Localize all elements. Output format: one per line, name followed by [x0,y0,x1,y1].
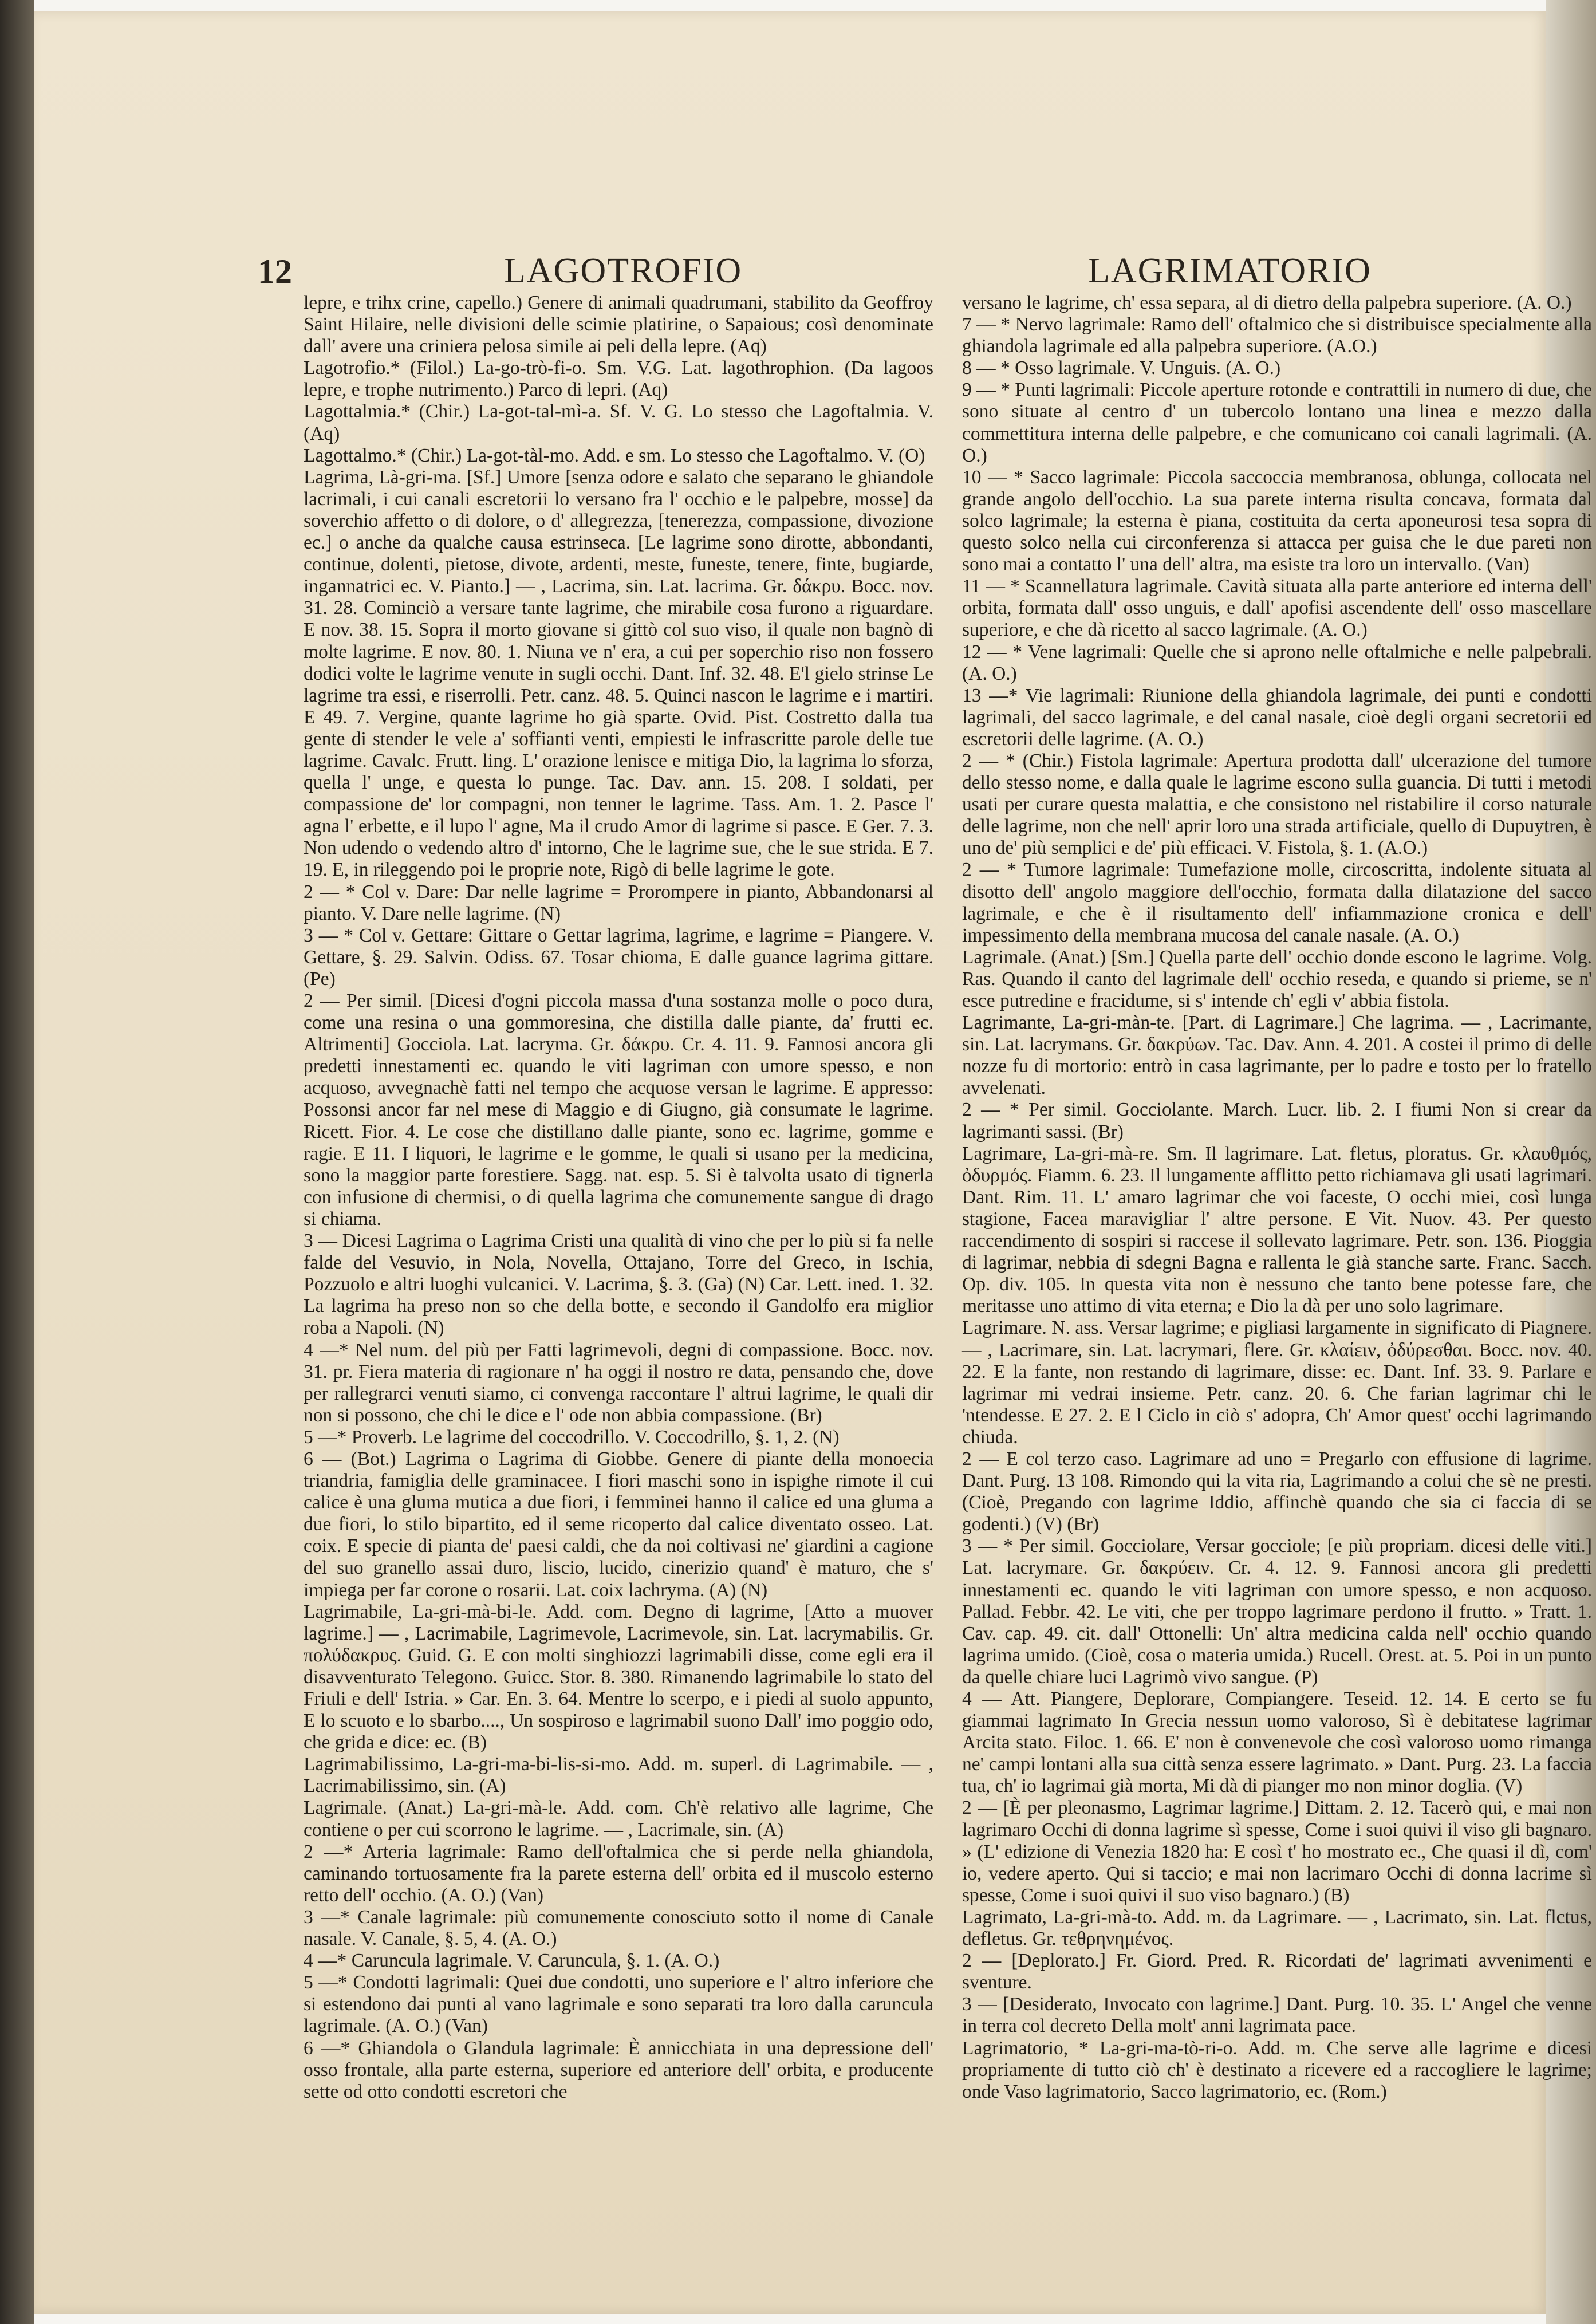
dictionary-entry: Lagottalmo.* (Chir.) La-got-tàl-mo. Add. e sm. Lo stesso che Lagoftalmo. V. (O) [304,444,925,466]
dictionary-entry: 2 — [Deplorato.] Fr. Giord. Pred. R. Ricordati de' lagrimati avvenimenti e sventure. [962,1950,1592,1994]
dictionary-entry: Lagrimare, La-gri-mà-re. Sm. Il lagrimare. Lat. fletus, ploratus. Gr. κλαυθμός, ὀδυρμός. Fiamm. 6. 23. Il lungamente afflitto petto richiamava gli usati lagrimari. Dant. Rim. 11. L' amaro lagrimar che voi faceste, O occhi miei, così lunga stagione, Facea maravigliar l' altre persone. E Vit. Nuov. 43. Per questo raccendimento di sospiri si raccese il sollevato lagrimare. Petr. son. 136. Pioggia di lagrimar, nebbia di sdegni Bagna e rallenta le già stanche sarte. Franc. Sacch. Op. div. 105. In questa vita non è nessuno che tanto bene potesse fare, che meritasse uno attimo di vita eterna; e Dio la dà per uno solo lagrimare. [962,1143,1592,1317]
dictionary-entry: 10 — * Sacco lagrimale: Piccola saccoccia membranosa, oblunga, collocata nel grande angolo dell'occhio. La sua parete interna risulta concava, formata dal solco lagrimale; la esterna è piana, costituita da certa aponeurosi tesa sopra di questo solco nella cui circonferenza si attacca per guisa che le due pareti non sono mai a contatto l' una dell' altra, ma esiste tra loro un intervallo. (Van) [962,466,1592,576]
dictionary-entry: 7 — * Nervo lagrimale: Ramo dell' oftalmico che si distribuisce specialmente alla ghiandola lagrimale ed alla palpebra superiore. (A.O.) [962,314,1592,357]
dictionary-entry: Lagrimatorio, * La-gri-ma-tò-ri-o. Add. m. Che serve alle lagrime e dicesi propriamente di tutto ciò ch' è destinato a ricevere ed a raccogliere le lagrime; onde Vaso lagrimatorio, Sacco lagrimatorio, ec. (Rom.) [962,2037,1592,2102]
running-header-left: LAGOTROFIO [504,251,743,290]
left-column [304,292,933,2239]
dictionary-entry: 12 — * Vene lagrimali: Quelle che si aprono nelle oftalmiche e nelle palpebrali. (A. O.) [962,641,1592,684]
dictionary-entry: versano le lagrime, ch' essa separa, al di dietro della palpebra superiore. (A. O.) [962,292,1572,313]
dictionary-entry: 9 — * Punti lagrimali: Piccole aperture rotonde e contrattili in numero di due, che sono situate al centro d' un tubercolo lontano una linea e mezzo dalla commettitura interna delle palpebre, e che comunicano coi canali lagrimali. (A. O.) [962,379,1592,466]
dictionary-entry: 5 —* Condotti lagrimali: Quei due condotti, uno superiore e l' altro inferiore che si estendono dai punti al vano lagrimale e sono separati tra loro dalla caruncula lagrimale. (A. O.) (Van) [304,1972,933,2037]
dictionary-entry: Lagrimare. N. ass. Versar lagrime; e pigliasi largamente in significato di Piagnere. — , Lacrimare, sin. Lat. lacrymari, flere. Gr. κλαίειν, ὀδύρεσθαι. Bocc. nov. 40. 22. E la fante, non restando di lagrimare, disse: ec. Dant. Inf. 33. 9. Parlare e lagrimar mi vedrai insieme. Petr. canz. 20. 6. Che farian lagrimar chi le 'ntendesse. E 27. 2. E l Ciclo in ciò s' adopra, Ch' Amor quest' occhi lagrimando chiuda. [962,1317,1592,1448]
dictionary-entry: 6 —* Ghiandola o Glandula lagrimale: È annicchiata in una depressione dell' osso frontale, alla parte esterna, superiore ed anteriore dell' orbita, e producente sette od otto condotti escretori che [304,2037,933,2102]
dictionary-entry: Lagrimale. (Anat.) [Sm.] Quella parte dell' occhio donde escono le lagrime. Volg. Ras. Quando il canto del lagrimale dell' occhio reseda, e quando si prieme, se n' esce putredine e fracidume, si s' intende ch' egli v' abbia fistola. [962,946,1592,1011]
scan-left-edge [0,0,34,2324]
dictionary-entry: 2 — [È per pleonasmo, Lagrimar lagrime.] Dittam. 2. 12. Tacerò qui, e mai non lagrimaro Occhi di donna lagrime sì spesse, Come i suoi quivi il viso gli bagnaro. » (L' edizione di Venezia 1820 ha: E così t' ho mostrato ec., Che quasi il dì, com' io, vedere aperto. Qui si taccio; e mai non lacrimaro Occhi di donna lacrime sì spesse, Come i suoi quivi il suo viso bagnaro.) (B) [962,1797,1592,1906]
dictionary-entry: 2 —* Arteria lagrimale: Ramo dell'oftalmica che si perde nella ghiandola, caminando tortuosamente fra la parete esterna dell' orbita ed il muscolo esterno retto dell' occhio. (A. O.) (Van) [304,1841,933,1906]
dictionary-entry: Lagrimabile, La-gri-mà-bi-le. Add. com. Degno di lagrime, [Atto a muover lagrime.] — , Lacrimabile, Lagrimevole, Lacrimevole, sin. Lat. lacrymabilis. Gr. πολύδακρυς. Guid. G. E con molti singhiozzi lagrimabili disse, come egli era il disavventurato Telegono. Guicc. Stor. 8. 380. Rimanendo lagrimabile lo stato del Friuli e dell' Istria. » Car. En. 3. 64. Mentre lo scerpo, e i piedi al suolo appunto, E lo scuoto e lo sbarbo...., Un sospiroso e lagrimabil suono Dall' imo poggio odo, che grida e dice: ec. (B) [304,1601,933,1754]
dictionary-entry: 4 — Att. Piangere, Deplorare, Compiangere. Teseid. 12. 14. E certo se fu giammai lagrimato In Grecia nessun uomo valoroso, Sì è debitatese lagrimar Arcita stato. Filoc. 1. 66. E' non è convenevole che così valoroso uomo rimanga ne' campi lontani alla sua città senza essere lagrimato. » Dant. Purg. 23. La faccia tua, ch' io lagrimai già morta, Mi dà di pianger mo non minor doglia. (V) [962,1688,1592,1797]
dictionary-entry: 8 — * Osso lagrimale. V. Unguis. (A. O.) [962,357,1281,379]
dictionary-entry: 3 — [Desiderato, Invocato con lagrime.] Dant. Purg. 10. 35. L' Angel che venne in terra col decreto Della molt' anni lagrimata pace. [962,1994,1592,2037]
dictionary-entry: 3 — * Col v. Gettare: Gittare o Gettar lagrima, lagrime, e lagrime = Piangere. V. Gettare, §. 29. Salvin. Odiss. 67. Tosar chioma, E dalle guance lagrima gittare. (Pe) [304,924,933,990]
dictionary-entry: 2 — E col terzo caso. Lagrimare ad uno = Pregarlo con effusione di lagrime. Dant. Purg. 13 108. Rimondo qui la vita ria, Lagrimando a colui che sè ne presti. (Cioè, Pregando con lagrime Iddio, affinchè quando che sia ci faccia di se godenti.) (V) (Br) [962,1448,1592,1535]
dictionary-entry: 2 — Per simil. [Dicesi d'ogni piccola massa d'una sostanza molle o poco dura, come una resina o una gommoresina, che distilla dalle piante, da' frutti ec. Altrimenti] Gocciola. Lat. lacryma. Gr. δάκρυ. Cr. 4. 11. 9. Fannosi ancora gli predetti innestamenti ec. quando le viti lagriman con umore spesso, e non acquoso, avvegnachè fatti nel tempo che acquose versan le lagrime. E appresso: Possonsi ancor far nel mese di Maggio e di Giugno, già consumate le lagrime. Ricett. Fior. 4. Le cose che distillano dalle piante, sono ec. lagrime, gomme e ragie. E 11. I liquori, le lagrime e le gomme, le quali si usano per la medicina, sono la maggior parte forestiere. Sagg. nat. esp. 5. Si è talvolta usato di tignerla con infusione di chermisi, o di quella lagrima che comunemente sangue di drago si chiama. [304,990,933,1230]
dictionary-entry: Lagrimale. (Anat.) La-gri-mà-le. Add. com. Ch'è relativo alle lagrime, Che contiene o per cui scorrono le lagrime. — , Lacrimale, sin. (A) [304,1797,933,1841]
dictionary-entry: Lagrimabilissimo, La-gri-ma-bi-lis-si-mo. Add. m. superl. di Lagrimabile. — , Lacrimabilissimo, sin. (A) [304,1754,933,1797]
dictionary-entry: 4 —* Nel num. del più per Fatti lagrimevoli, degni di compassione. Bocc. nov. 31. pr. Fiera materia di ragionare n' ha oggi il nostro re data, pensando che, dove per rallegrarci venuti siamo, ci convenga raccontare l' altrui lagrime, le quali dir non si possono, che chi le dice e l' ode non abbia compassione. (Br) [304,1339,933,1426]
dictionary-entry: Lagotrofio.* (Filol.) La-go-trò-fi-o. Sm. V.G. Lat. lagothrophion. (Da lagoos lepre, e trophe nutrimento.) Parco di lepri. (Aq) [304,357,933,401]
dictionary-entry: 6 — (Bot.) Lagrima o Lagrima di Giobbe. Genere di piante della monoecia triandria, famiglia delle graminacee. I fiori maschi sono in ispighe rimote il cui calice è una gluma mutica a due fiori, i femminei hanno il calice ed una gluma a due fiori, lo stilo bipartito, ed il seme ricoperto dal calice diventato osseo. Lat. coix. E specie di pianta de' paesi caldi, che da noi coltivasi ne' giardini a cagione del suo granello assai duro, liscio, lucido, cinerizio quand' è maturo, che s' impiega per far corone o rosarii. Lat. coix lachryma. (A) (N) [304,1448,933,1601]
dictionary-entry: 5 —* Proverb. Le lagrime del coccodrillo. V. Coccodrillo, §. 1, 2. (N) [304,1426,840,1448]
dictionary-entry: 11 — * Scannellatura lagrimale. Cavità situata alla parte anteriore ed interna dell' orbita, formata dall' osso unguis, e dall' apofisi ascendente dell' osso mascellare superiore, e che dà ricetto al sacco lagrimale. (A. O.) [962,576,1592,641]
running-header-right: LAGRIMATORIO [1088,251,1372,290]
dictionary-entry: 3 — Dicesi Lagrima o Lagrima Cristi una qualità di vino che per lo più si fa nelle falde del Vesuvio, in Nola, Novella, Ottajano, Torre del Greco, in Ischia, Pozzuolo e altri luoghi vulcanici. V. Lacrima, §. 3. (Ga) (N) Car. Lett. ined. 1. 32. La lagrima ha preso non so che della botte, e secondo il Gandolfo era miglior roba a Napoli. (N) [304,1230,933,1339]
dictionary-entry: Lagottalmia.* (Chir.) La-got-tal-mì-a. Sf. V. G. Lo stesso che Lagoftalmia. V. (Aq) [304,401,933,444]
dictionary-entry: 2 — * Per simil. Gocciolante. March. Lucr. lib. 2. I fiumi Non si crear da lagrimanti sassi. (Br) [962,1099,1592,1143]
dictionary-entry: lepre, e trihx crine, capello.) Genere di animali quadrumani, stabilito da Geoffroy Saint Hilaire, nelle divisioni delle scimie platirine, o Sapaious; così denominate dall' avere una criniera pelosa simile ai peli della lepre. (Aq) [304,292,933,357]
dictionary-entry: 3 —* Canale lagrimale: più comunemente conosciuto sotto il nome di Canale nasale. V. Canale, §. 5, 4. (A. O.) [304,1906,933,1950]
dictionary-entry: 2 — * Tumore lagrimale: Tumefazione molle, circoscritta, indolente situata al disotto dell' angolo maggiore dell'occhio, formata dalla dilatazione del sacco lagrimale, e che è il risultamento dell' infiammazione cronica e dell' impessimento della membrana mucosa del canale nasale. (A. O.) [962,859,1592,946]
dictionary-entry: Lagrimato, La-gri-mà-to. Add. m. da Lagrimare. — , Lacrimato, sin. Lat. flctus, defletus. Gr. τεθρηνημένος. [962,1906,1592,1950]
dictionary-entry: 2 — * Col v. Dare: Dar nelle lagrime = Prorompere in pianto, Abbandonarsi al pianto. V. Dare nelle lagrime. (N) [304,881,933,924]
dictionary-entry: 3 — * Per simil. Gocciolare, Versar gocciole; [e più propriam. dicesi delle viti.] Lat. lacrymare. Gr. δακρύειν. Cr. 4. 12. 9. Fannosi ancora gli predetti innestamenti ec. quando le viti lagriman con umore spesso, e non acquoso. Pallad. Febbr. 42. Le viti, che per troppo lagrimare perdono il frutto. » Tratt. 1. Cav. cap. 49. cit. dall' Ottonelli: Un' altra medicina calda nell' occhio quando lagrima umido. (Cioè, cosa o materia umida.) Rucell. Orest. at. 5. Poi in un punto da quelle chiare luci Lagrimò vivo sangue. (P) [962,1535,1592,1688]
right-column [962,292,1592,2102]
dictionary-entry: 13 —* Vie lagrimali: Riunione della ghiandola lagrimale, dei punti e condotti lagrimali, del sacco lagrimale, e del canal nasale, cioè degli organi secretorii ed escretorii delle lagrime. (A. O.) [962,684,1592,750]
dictionary-entry: 2 — * (Chir.) Fistola lagrimale: Apertura prodotta dall' ulcerazione del tumore dello stesso nome, e dalla quale le lagrime escono sulla guancia. Di tutti i metodi usati per curare questa malattia, e che consistono nel ristabilire il corso naturale delle lagrime, non che nell' aprir loro una strada artificiale, quello di Dupuytren, è uno de' più semplici e de' più efficaci. V. Fistola, §. 1. (A.O.) [962,750,1592,859]
dictionary-entry: Lagrima, Là-gri-ma. [Sf.] Umore [senza odore e salato che separano le ghiandole lacrimali, i cui canali escretorii lo versano fra l' occhio e le palpebre, mosse] da soverchio affetto o di dolore, o d' allegrezza, [tenerezza, compassione, divozione ec.] o anche da qualche causa estrinseca. [Le lagrime sono dirotte, abbondanti, continue, dolenti, pietose, divote, ardenti, meste, funeste, tenere, finte, bugiarde, ingannatrici ec. V. Pianto.] — , Lacrima, sin. Lat. lacrima. Gr. δάκρυ. Bocc. nov. 31. 28. Cominciò a versare tante lagrime, che mirabile cosa furono a riguardare. E nov. 38. 15. Sopra il morto giovane si gittò col suo viso, il quale non bagnò di molte lagrime. E nov. 80. 1. Niuna ve n' era, a cui per soperchio riso non fossero dodici volte le lagrime venute in sugli occhi. Dant. Inf. 32. 48. E'l gielo strinse Le lagrime tra essi, e riserrolli. Petr. canz. 48. 5. Quinci nascon le lagrime e i martiri. E 49. 7. Vergine, quante lagrime ho già sparte. Ovid. Pist. Costretto dalla tua gente di stender le vele a' soffianti venti, empiesti le infrascritte parole delle tue lagrime. Cavalc. Frutt. ling. L' orazione lenisce e mitiga Dio, la lagrima lo sforza, quella l' unge, e questa lo punge. Tac. Dav. ann. 15. 208. I soldati, per compassione de' lor compagni, non tenner le lagrime. Tass. Am. 1. 2. Pasce l' agna l' erbette, e il lupo l' agne, Ma il crudo Amor di lagrime si pasce. E Ger. 7. 3. Non udendo o vedendo altro d' intorno, Che le lagrime sue, che le sue strida. E 7. 19. E, in rileggendo poi le proprie note, Rigò di belle lagrime le gote. [304,466,933,881]
dictionary-entry: 4 —* Caruncula lagrimale. V. Caruncula, §. 1. (A. O.) [304,1950,720,1972]
dictionary-entry: Lagrimante, La-gri-màn-te. [Part. di Lagrimare.] Che lagrima. — , Lacrimante, sin. Lat. lacrymans. Gr. δακρύων. Tac. Dav. Ann. 4. 201. A costei il primo di delle nozze fu di mortorio: entrò in casa lagrimante, per lo padre e tosto per lo fratello avvelenati. [962,1012,1592,1099]
page-number: 12 [258,253,292,290]
